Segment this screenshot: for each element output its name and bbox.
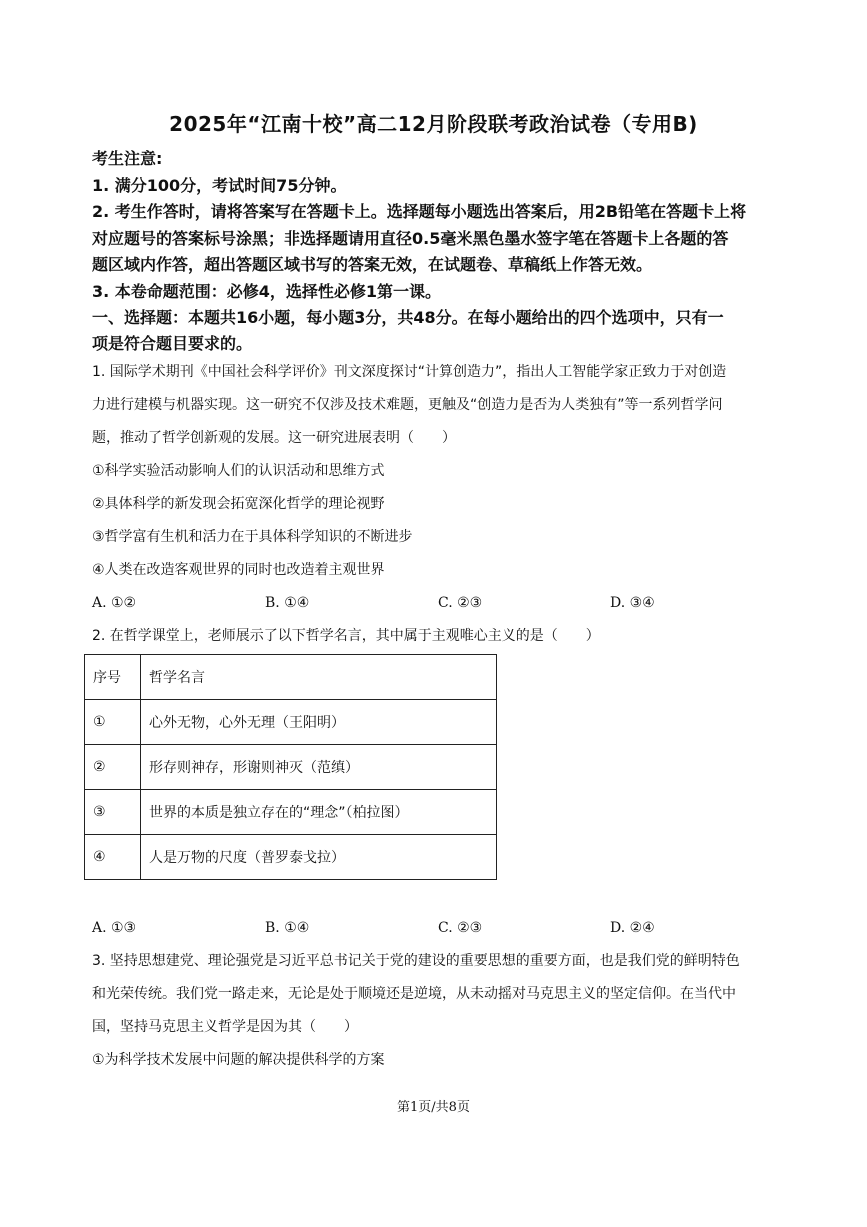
table-row [85,835,497,880]
table-row [85,790,497,835]
table-cell-quote: 人是万物的尺度（普罗泰戈拉） [141,835,497,880]
table-cell-quote: 心外无物，心外无理（王阳明） [141,700,497,745]
notice-heading: 考生注意: [92,149,163,168]
table-cell-index: ④ [85,835,141,880]
page-number: 第1页/共8页 [397,1100,470,1115]
q3-stem: 国，坚持马克思主义哲学是因为其（ ） [92,1019,358,1035]
table-row [85,745,497,790]
exam-title: 2025年“江南十校”高二12月阶段联考政治试卷（专用B) [169,112,698,136]
q2-option-a[interactable]: A. ①③ [92,920,137,936]
q3-stem: 3. 坚持思想建党、理论强党是习近平总书记关于党的建设的重要思想的重要方面，也是我们党的鲜明特色 [92,953,740,969]
notice-item: 3. 本卷命题范围：必修4，选择性必修1第一课。 [92,282,442,301]
notice-item: 2. 考生作答时，请将答案写在答题卡上。选择题每小题选出答案后，用2B铅笔在答题卡上将 [92,202,747,221]
q1-statement: ①科学实验活动影响人们的认识活动和思维方式 [92,463,385,479]
table-cell-index: ① [85,700,141,745]
q2-option-d[interactable]: D. ②④ [610,920,655,936]
table-header-row [85,655,497,700]
notice-item: 1. 满分100分，考试时间75分钟。 [92,176,347,195]
q3-stem: 和光荣传统。我们党一路走来，无论是处于顺境还是逆境，从未动摇对马克思主义的坚定信仰。在当代中 [92,986,736,1002]
table-header-cell: 序号 [85,655,141,700]
q2-stem: 2. 在哲学课堂上，老师展示了以下哲学名言，其中属于主观唯心主义的是（ ） [92,628,600,644]
quotes-table [84,654,497,880]
table-header-cell: 哲学名言 [141,655,497,700]
notice-item: 题区域内作答，超出答题区域书写的答案无效，在试题卷、草稿纸上作答无效。 [92,255,653,274]
table-cell-quote: 世界的本质是独立存在的“理念”（柏拉图） [141,790,497,835]
table-cell-quote: 形存则神存，形谢则神灭（范缜） [141,745,497,790]
q1-option-b[interactable]: B. ①④ [265,595,310,611]
q3-statement: ①为科学技术发展中问题的解决提供科学的方案 [92,1052,385,1068]
q1-option-c[interactable]: C. ②③ [438,595,483,611]
section-heading-cont: 项是符合题目要求的。 [92,334,253,353]
section-heading: 一、选择题：本题共16小题，每小题3分，共48分。在每小题给出的四个选项中，只有一 [92,308,724,327]
q2-option-c[interactable]: C. ②③ [438,920,483,936]
notice-item: 对应题号的答案标号涂黑；非选择题请用直径0.5毫米黑色墨水签字笔在答题卡上各题的答 [92,229,729,248]
table-cell-index: ③ [85,790,141,835]
q1-option-a[interactable]: A. ①② [92,595,137,611]
q1-statement: ③哲学富有生机和活力在于具体科学知识的不断进步 [92,529,413,545]
q1-option-d[interactable]: D. ③④ [610,595,655,611]
q1-statement: ④人类在改造客观世界的同时也改造着主观世界 [92,562,385,578]
table-row [85,700,497,745]
q1-stem: 题，推动了哲学创新观的发展。这一研究进展表明（ ） [92,430,456,446]
q1-stem: 1. 国际学术期刊《中国社会科学评价》刊文深度探讨“计算创造力”，指出人工智能学家正致力于对创造 [92,364,727,380]
q1-statement: ②具体科学的新发现会拓宽深化哲学的理论视野 [92,496,385,512]
table-cell-index: ② [85,745,141,790]
q2-option-b[interactable]: B. ①④ [265,920,310,936]
q1-stem: 力进行建模与机器实现。这一研究不仅涉及技术难题，更触及“创造力是否为人类独有”等一系列哲学问 [92,397,723,413]
